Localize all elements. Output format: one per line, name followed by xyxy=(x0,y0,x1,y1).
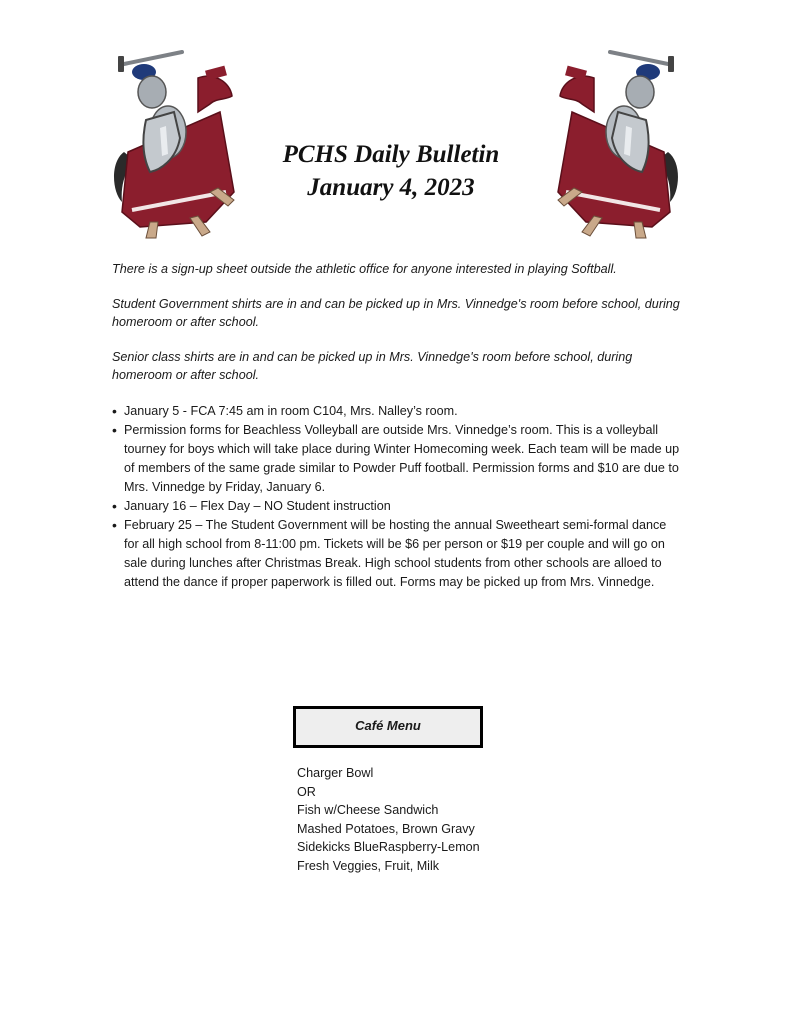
menu-item: Fish w/Cheese Sandwich xyxy=(297,803,439,818)
event-item-flex-day: • January 16 – Flex Day – NO Student instruction xyxy=(112,497,684,516)
event-item-fca: • January 5 - FCA 7:45 am in room C104, Mrs. Nalley’s room. xyxy=(112,402,684,421)
announcement-student-government-shirts: Student Government shirts are in and can be picked up in Mrs. Vinnedge's room before school, during homeroom or after school. xyxy=(112,297,680,329)
cafe-menu-heading: Café Menu xyxy=(293,706,483,748)
event-item-sweetheart-dance: • February 25 – The Student Government will be hosting the annual Sweetheart semi-formal dance for all high school from 8-11:00 pm. Tickets will be $6 per person or $19 per couple and will go on sale during lunches after Christmas Break. High school students from other schools are alloed to attend the dance if proper paperwork is filled out. Forms may be picked up from Mrs. Vinnedge. xyxy=(112,516,684,592)
knight-mascot-left-icon xyxy=(110,42,246,242)
menu-item: Charger Bowl xyxy=(297,766,374,780)
cafe-menu-list xyxy=(297,764,480,876)
announcement-softball: There is a sign-up sheet outside the athletic office for anyone interested in playing Softball. xyxy=(112,262,617,276)
page-title: PCHS Daily Bulletin xyxy=(282,141,500,168)
event-item-volleyball: • Permission forms for Beachless Volleyball are outside Mrs. Vinnedge’s room. This is a volleyball tourney for boys which will take place during Winter Homecoming week. Each team will be made up of members of the same grade similar to Powder Puff football. Permission forms and $10 are due to Mrs. Vinnedge by Friday, January 6. xyxy=(112,421,684,497)
announcements xyxy=(112,260,682,401)
bulletin-header xyxy=(240,138,542,204)
menu-item: Mashed Potatoes, Brown Gravy xyxy=(297,821,475,836)
menu-item: Fresh Veggies, Fruit, Milk xyxy=(297,858,440,873)
knight-mascot-right-icon xyxy=(546,42,682,242)
bulletin-date: January 4, 2023 xyxy=(307,174,475,201)
announcement-senior-shirts: Senior class shirts are in and can be picked up in Mrs. Vinnedge's room before school, during homeroom or after school. xyxy=(112,350,633,382)
menu-item: Sidekicks BlueRaspberry-Lemon xyxy=(297,840,480,855)
event-list xyxy=(112,402,684,592)
menu-item: OR xyxy=(297,784,316,799)
